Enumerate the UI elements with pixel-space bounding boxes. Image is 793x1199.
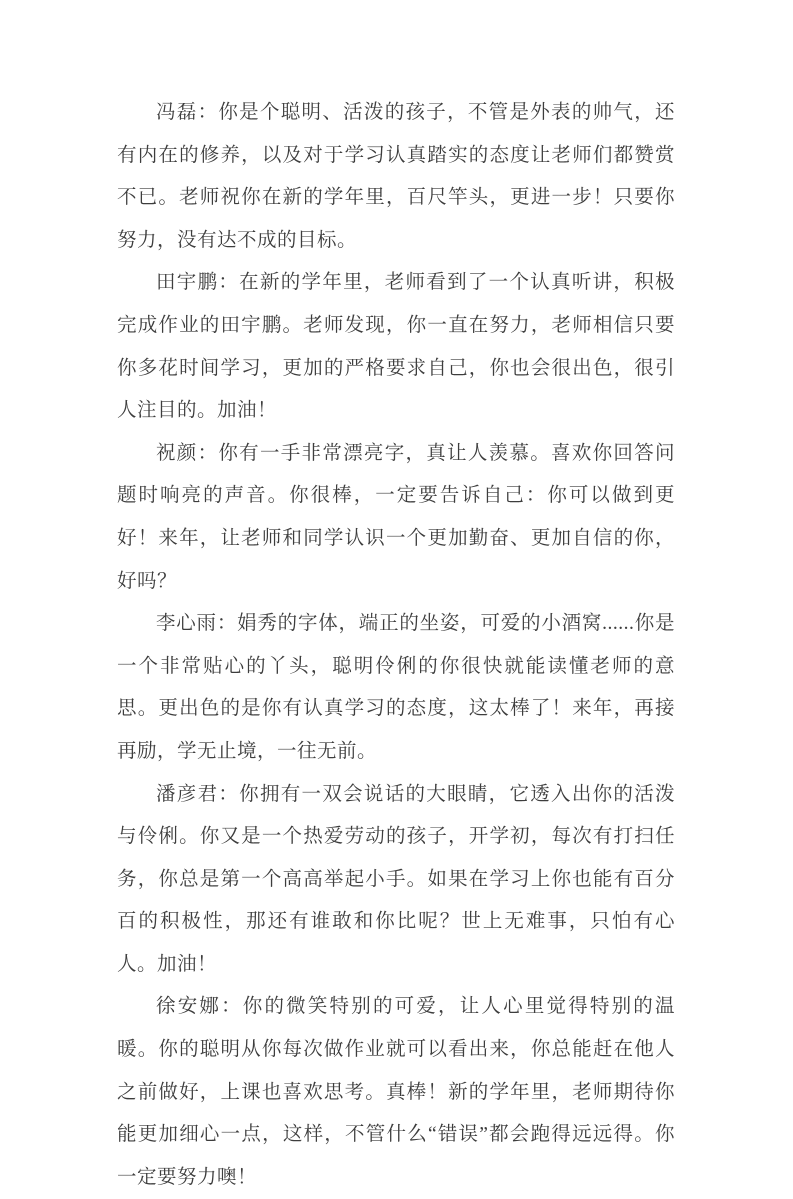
comment-paragraph-xu-anna: 徐安娜：你的微笑特别的可爱，让人心里觉得特别的温暖。你的聪明从你每次做作业就可以看出来，你总能赶在他人之前做好，上课也喜欢思考。真棒！新的学年里，老师期待你能更加细心一点，这样，不管什么“错误”都会跑得远远得。你一定要努力噢！ xyxy=(117,996,675,1188)
comment-paragraph-feng-lei: 冯磊：你是个聪明、活泼的孩子，不管是外表的帅气，还有内在的修养，以及对于学习认真踏实的态度让老师们都赞赏不已。老师祝你在新的学年里，百尺竿头，更进一步！只要你努力，没有达不成的目标。 xyxy=(117,102,675,251)
comment-paragraph-pan-yanjun: 潘彦君：你拥有一双会说话的大眼睛，它透入出你的活泼与伶俐。你又是一个热爱劳动的孩子，开学初，每次有打扫任务，你总是第一个高高举起小手。如果在学习上你也能有百分百的积极性，那还有谁敢和你比呢？世上无难事，只怕有心人。加油！ xyxy=(117,783,675,975)
comment-paragraph-zhu-yan: 祝颜：你有一手非常漂亮字，真让人羡慕。喜欢你回答问题时响亮的声音。你很棒，一定要告诉自己：你可以做到更好！来年，让老师和同学认识一个更加勤奋、更加自信的你，好吗？ xyxy=(117,442,675,592)
comment-paragraph-tian-yupeng: 田宇鹏：在新的学年里，老师看到了一个认真听讲，积极完成作业的田宇鹏。老师发现，你一直在努力，老师相信只要你多花时间学习，更加的严格要求自己，你也会很出色，很引人注目的。加油！ xyxy=(117,272,675,422)
document-body xyxy=(117,92,675,1199)
comment-paragraph-li-xinyu: 李心雨：娟秀的字体，端正的坐姿，可爱的小酒窝......你是一个非常贴心的丫头，聪明伶俐的你很快就能读懂老师的意思。更出色的是你有认真学习的态度，这太棒了！来年，再接再励，学无止境，一往无前。 xyxy=(117,613,675,762)
